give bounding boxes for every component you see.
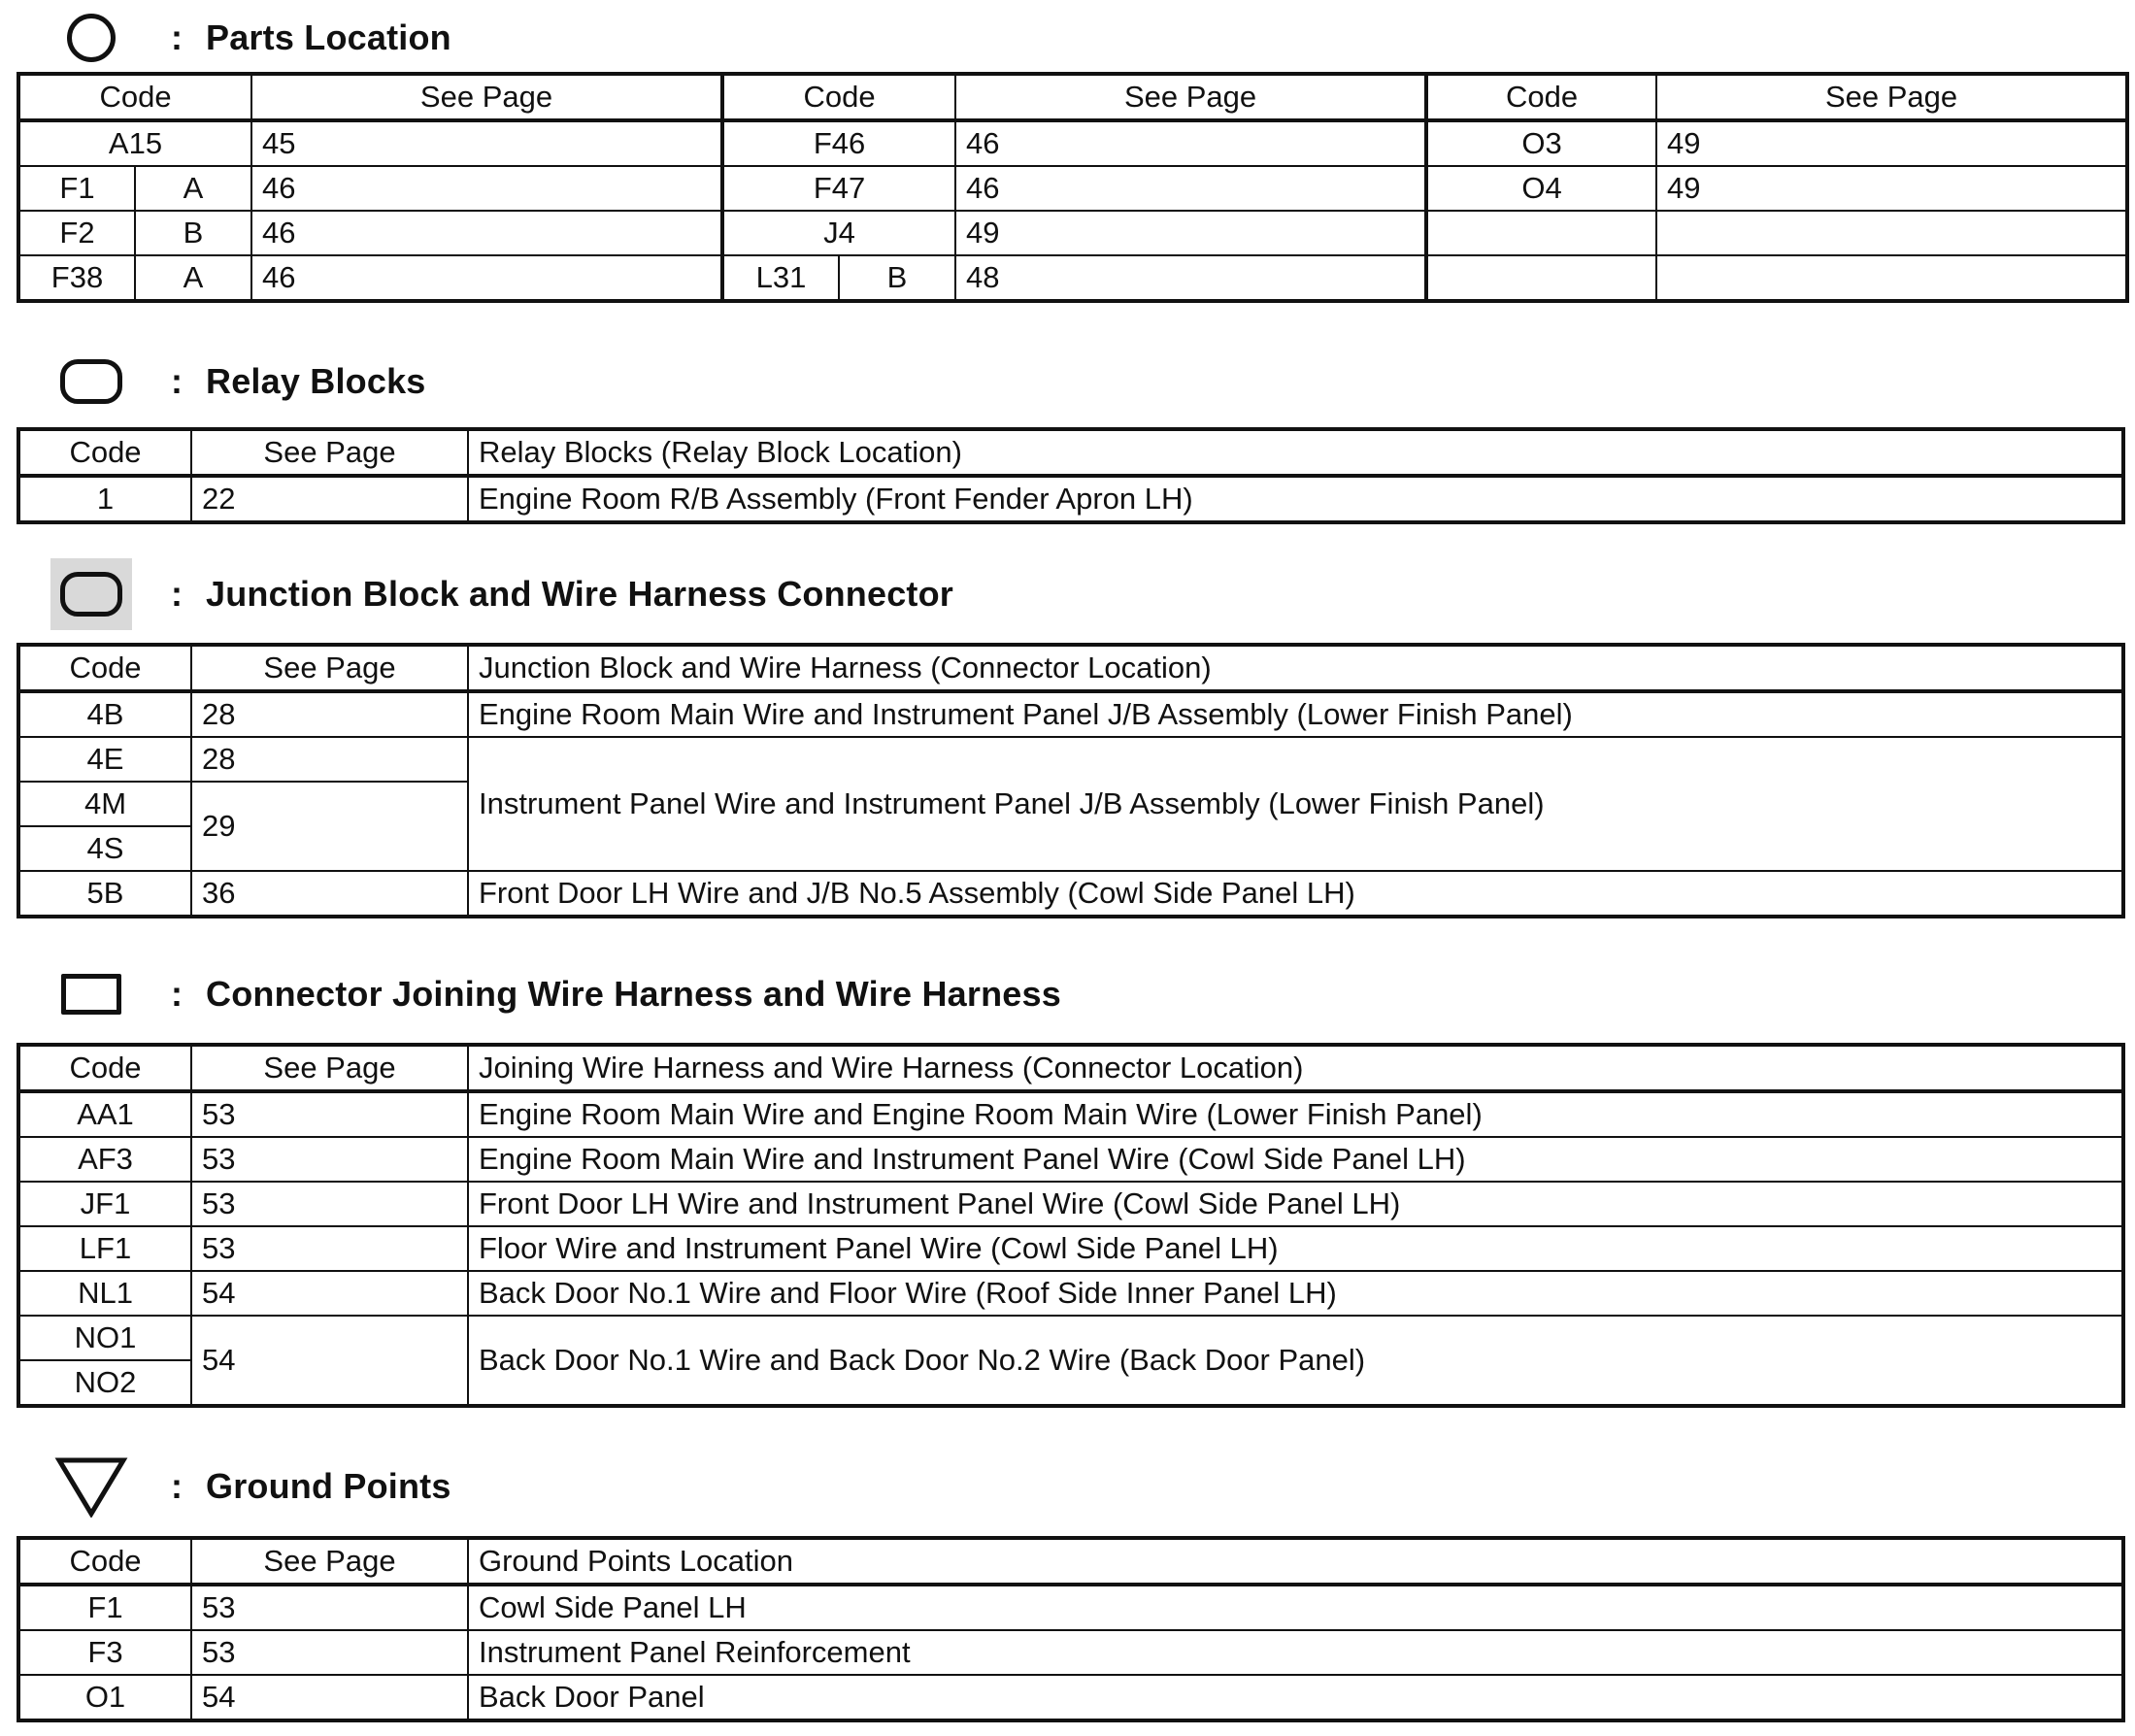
page-cell: 28	[191, 737, 468, 782]
table-row	[18, 871, 2123, 917]
column-header: Code	[1426, 74, 1656, 120]
table-row	[18, 1226, 2123, 1271]
table-row	[18, 211, 2127, 255]
code-cell: F2	[18, 211, 135, 255]
page-cell	[1656, 255, 2127, 301]
page-cell: 49	[1656, 166, 2127, 211]
column-header: Code	[722, 74, 955, 120]
table-row	[18, 1316, 2123, 1360]
page-cell: 46	[251, 211, 722, 255]
description-cell: Engine Room R/B Assembly (Front Fender Apron LH)	[468, 476, 2123, 522]
column-header: Code	[18, 74, 251, 120]
table-row	[18, 1271, 2123, 1316]
code-cell: F3	[18, 1630, 191, 1675]
table-row	[18, 255, 2127, 301]
junction-block-heading	[50, 558, 953, 630]
table-row	[18, 737, 2123, 782]
shaded-rounded-box-icon	[50, 558, 132, 630]
description-cell: Floor Wire and Instrument Panel Wire (Cowl Side Panel LH)	[468, 1226, 2123, 1271]
triangle-down-icon	[50, 1451, 132, 1522]
code-cell: O1	[18, 1675, 191, 1720]
column-header: See Page	[191, 1045, 468, 1091]
code-cell: 4S	[18, 826, 191, 871]
table-row	[18, 1137, 2123, 1182]
code-cell: JF1	[18, 1182, 191, 1226]
description-cell: Back Door Panel	[468, 1675, 2123, 1720]
heading-colon: :	[171, 361, 183, 401]
column-header: Ground Points Location	[468, 1538, 2123, 1585]
rectangle-icon	[50, 958, 132, 1030]
code-cell: NO2	[18, 1360, 191, 1406]
table-row	[18, 1585, 2123, 1630]
description-cell: Engine Room Main Wire and Engine Room Main Wire (Lower Finish Panel)	[468, 1091, 2123, 1137]
code-cell: 4M	[18, 782, 191, 826]
table-header-row	[18, 1538, 2123, 1585]
code-cell: 1	[18, 476, 191, 522]
page-cell: 53	[191, 1226, 468, 1271]
rounded-box-icon	[50, 346, 132, 417]
column-header: Joining Wire Harness and Wire Harness (Connector Location)	[468, 1045, 2123, 1091]
code-suffix-cell: B	[839, 255, 955, 301]
page-cell: 46	[251, 255, 722, 301]
table-row	[18, 166, 2127, 211]
code-suffix-cell: A	[135, 255, 251, 301]
description-cell: Instrument Panel Reinforcement	[468, 1630, 2123, 1675]
page-cell: 48	[955, 255, 1426, 301]
section-title: Parts Location	[206, 17, 451, 57]
page-cell: 54	[191, 1675, 468, 1720]
code-cell: F1	[18, 166, 135, 211]
column-header: Code	[18, 1538, 191, 1585]
code-cell: 4E	[18, 737, 191, 782]
page-cell: 53	[191, 1137, 468, 1182]
page-cell: 54	[191, 1316, 468, 1406]
page-cell: 22	[191, 476, 468, 522]
description-cell: Front Door LH Wire and J/B No.5 Assembly (Cowl Side Panel LH)	[468, 871, 2123, 917]
parts-location-heading	[50, 2, 451, 74]
section-title: Relay Blocks	[206, 361, 426, 401]
code-cell: J4	[722, 211, 955, 255]
code-cell: 4B	[18, 691, 191, 737]
heading-colon: :	[171, 974, 183, 1014]
relay-blocks-heading	[50, 346, 426, 417]
column-header: Code	[18, 1045, 191, 1091]
code-cell: AF3	[18, 1137, 191, 1182]
page-cell: 53	[191, 1630, 468, 1675]
table-row	[18, 120, 2127, 166]
page-cell: 49	[1656, 120, 2127, 166]
heading-colon: :	[171, 17, 183, 57]
connector-joining-heading	[50, 958, 1061, 1030]
page-cell	[1656, 211, 2127, 255]
page-cell: 29	[191, 782, 468, 871]
connector-joining-table	[17, 1043, 2125, 1408]
table-row	[18, 476, 2123, 522]
description-cell: Instrument Panel Wire and Instrument Panel J/B Assembly (Lower Finish Panel)	[468, 737, 2123, 871]
junction-block-table	[17, 643, 2125, 918]
page-cell: 54	[191, 1271, 468, 1316]
page-cell: 36	[191, 871, 468, 917]
relay-blocks-table	[17, 427, 2125, 524]
table-header-row	[18, 1045, 2123, 1091]
page-cell: 53	[191, 1585, 468, 1630]
heading-colon: :	[171, 1466, 183, 1506]
column-header: Relay Blocks (Relay Block Location)	[468, 429, 2123, 476]
table-row	[18, 1182, 2123, 1226]
page-cell: 45	[251, 120, 722, 166]
column-header: Code	[18, 429, 191, 476]
code-cell: F47	[722, 166, 955, 211]
section-title: Junction Block and Wire Harness Connector	[206, 574, 954, 614]
code-cell	[1426, 211, 1656, 255]
code-suffix-cell: B	[135, 211, 251, 255]
column-header: See Page	[191, 429, 468, 476]
column-header: Code	[18, 645, 191, 691]
code-cell: F38	[18, 255, 135, 301]
description-cell: Engine Room Main Wire and Instrument Panel J/B Assembly (Lower Finish Panel)	[468, 691, 2123, 737]
heading-colon: :	[171, 574, 183, 614]
page-cell: 46	[955, 166, 1426, 211]
code-suffix-cell: A	[135, 166, 251, 211]
code-cell: NL1	[18, 1271, 191, 1316]
table-row	[18, 1675, 2123, 1720]
column-header: Junction Block and Wire Harness (Connector Location)	[468, 645, 2123, 691]
column-header: See Page	[191, 1538, 468, 1585]
description-cell: Engine Room Main Wire and Instrument Panel Wire (Cowl Side Panel LH)	[468, 1137, 2123, 1182]
table-row	[18, 1091, 2123, 1137]
section-title: Ground Points	[206, 1466, 451, 1506]
code-cell: O4	[1426, 166, 1656, 211]
column-header: See Page	[1656, 74, 2127, 120]
code-cell: L31	[722, 255, 839, 301]
description-cell: Back Door No.1 Wire and Floor Wire (Roof Side Inner Panel LH)	[468, 1271, 2123, 1316]
circle-icon	[50, 2, 132, 74]
code-cell	[1426, 255, 1656, 301]
table-header-row	[18, 74, 2127, 120]
code-cell: A15	[18, 120, 251, 166]
page-cell: 46	[251, 166, 722, 211]
table-row	[18, 691, 2123, 737]
column-header: See Page	[251, 74, 722, 120]
description-cell: Cowl Side Panel LH	[468, 1585, 2123, 1630]
ground-points-table	[17, 1536, 2125, 1722]
table-row	[18, 1630, 2123, 1675]
page-cell: 53	[191, 1182, 468, 1226]
code-cell: LF1	[18, 1226, 191, 1271]
column-header: See Page	[955, 74, 1426, 120]
column-header: See Page	[191, 645, 468, 691]
page-cell: 49	[955, 211, 1426, 255]
table-header-row	[18, 645, 2123, 691]
code-cell: NO1	[18, 1316, 191, 1360]
table-header-row	[18, 429, 2123, 476]
code-cell: AA1	[18, 1091, 191, 1137]
description-cell: Back Door No.1 Wire and Back Door No.2 Wire (Back Door Panel)	[468, 1316, 2123, 1406]
code-cell: O3	[1426, 120, 1656, 166]
parts-location-table	[17, 72, 2129, 303]
description-cell: Front Door LH Wire and Instrument Panel Wire (Cowl Side Panel LH)	[468, 1182, 2123, 1226]
page-cell: 28	[191, 691, 468, 737]
code-cell: 5B	[18, 871, 191, 917]
code-cell: F46	[722, 120, 955, 166]
code-cell: F1	[18, 1585, 191, 1630]
page-cell: 46	[955, 120, 1426, 166]
section-title: Connector Joining Wire Harness and Wire Harness	[206, 974, 1061, 1014]
page-cell: 53	[191, 1091, 468, 1137]
ground-points-heading	[50, 1451, 451, 1522]
